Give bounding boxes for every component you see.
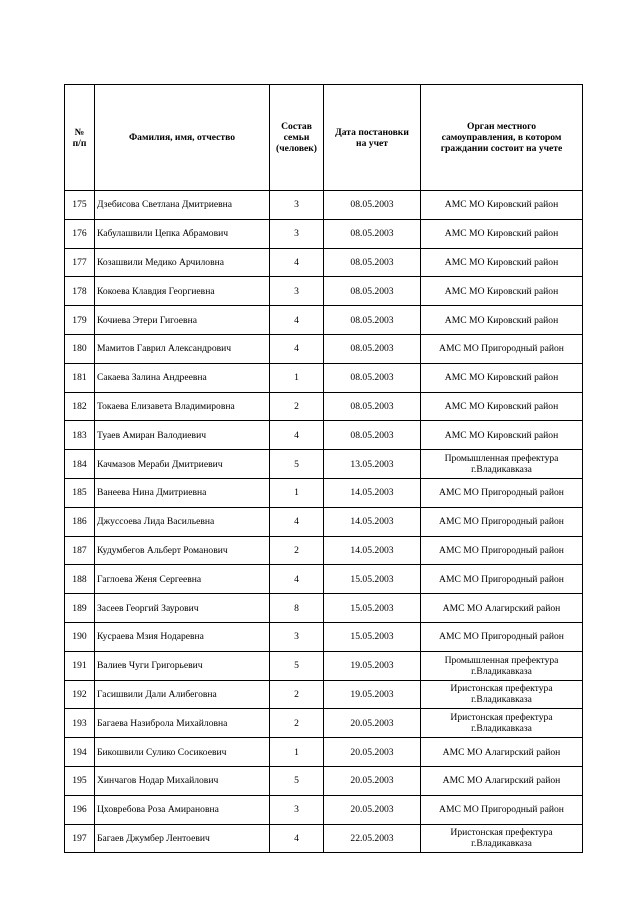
row-number (65, 738, 95, 767)
row-registration-date-text: 20.05.2003 (350, 717, 394, 729)
row-number (65, 277, 95, 306)
row-number (65, 594, 95, 623)
row-number-text: 193 (72, 717, 87, 729)
row-number-text: 182 (72, 400, 87, 412)
row-authority (421, 738, 583, 767)
row-family-size (270, 306, 324, 335)
row-number-text: 190 (72, 631, 87, 643)
row-registration-date-text: 15.05.2003 (350, 602, 394, 614)
row-registration-date (324, 478, 421, 507)
header-number-text: № п/п (72, 126, 87, 149)
row-family-size (270, 219, 324, 248)
row-authority (421, 277, 583, 306)
row-registration-date (324, 651, 421, 680)
row-registration-date-text: 08.05.2003 (350, 199, 394, 211)
row-registration-date (324, 334, 421, 363)
header-full-name (95, 85, 270, 191)
header-authority (421, 85, 583, 191)
header-registration-date (324, 85, 421, 191)
row-registration-date-text: 19.05.2003 (350, 688, 394, 700)
row-family-size-text: 2 (294, 544, 299, 556)
row-full-name (95, 334, 270, 363)
row-family-size-text: 2 (294, 717, 299, 729)
row-registration-date-text: 08.05.2003 (350, 256, 394, 268)
table-row (65, 191, 583, 220)
row-authority (421, 191, 583, 220)
table-row (65, 680, 583, 709)
table-row (65, 334, 583, 363)
row-number (65, 191, 95, 220)
row-full-name (95, 565, 270, 594)
row-family-size-text: 1 (294, 487, 299, 499)
row-registration-date-text: 08.05.2003 (350, 314, 394, 326)
row-family-size-text: 8 (294, 602, 299, 614)
row-number (65, 306, 95, 335)
row-full-name (95, 248, 270, 277)
row-authority (421, 651, 583, 680)
row-full-name-text: Багаев Джумбер Лентоевич (97, 832, 210, 844)
row-authority-text: АМС МО Кировский район (444, 285, 559, 297)
row-registration-date (324, 795, 421, 824)
table-row (65, 392, 583, 421)
row-registration-date (324, 421, 421, 450)
row-family-size-text: 4 (294, 314, 299, 326)
row-authority-text: Промышленная префектура г.Владикавказа (444, 453, 559, 476)
row-number-text: 195 (72, 775, 87, 787)
row-full-name (95, 219, 270, 248)
row-family-size (270, 622, 324, 651)
row-full-name (95, 478, 270, 507)
row-registration-date-text: 14.05.2003 (350, 487, 394, 499)
row-family-size (270, 738, 324, 767)
row-registration-date (324, 594, 421, 623)
row-authority-text: Иристонская префектура г.Владикавказа (450, 712, 553, 735)
row-authority-text: АМС МО Пригородный район (439, 631, 564, 643)
row-authority (421, 248, 583, 277)
row-authority (421, 478, 583, 507)
row-full-name (95, 306, 270, 335)
row-number (65, 565, 95, 594)
row-authority (421, 766, 583, 795)
row-full-name (95, 622, 270, 651)
row-full-name (95, 363, 270, 392)
row-full-name-text: Кабулашвили Цепка Абрамович (97, 228, 229, 240)
table-row (65, 450, 583, 479)
row-registration-date (324, 738, 421, 767)
row-number (65, 766, 95, 795)
row-family-size (270, 450, 324, 479)
row-authority (421, 824, 583, 853)
row-authority-text: АМС МО Пригородный район (439, 573, 564, 585)
row-full-name-text: Засеев Георгий Заурович (97, 602, 199, 614)
row-family-size (270, 191, 324, 220)
row-full-name (95, 766, 270, 795)
row-family-size-text: 1 (294, 746, 299, 758)
row-full-name-text: Хинчагов Нодар Михайлович (97, 775, 219, 787)
row-authority-text: АМС МО Алагирский район (442, 602, 561, 614)
row-number-text: 187 (72, 544, 87, 556)
row-authority-text: АМС МО Кировский район (444, 314, 559, 326)
row-authority-text: АМС МО Кировский район (444, 400, 559, 412)
table-row (65, 306, 583, 335)
row-family-size-text: 3 (294, 631, 299, 643)
row-number-text: 179 (72, 314, 87, 326)
row-family-size-text: 4 (294, 832, 299, 844)
row-family-size-text: 1 (294, 372, 299, 384)
row-number-text: 184 (72, 458, 87, 470)
row-number-text: 196 (72, 804, 87, 816)
row-number-text: 178 (72, 285, 87, 297)
row-family-size (270, 421, 324, 450)
row-full-name (95, 651, 270, 680)
row-authority-text: АМС МО Кировский район (444, 199, 559, 211)
row-full-name-text: Кокоева Клавдия Георгиевна (97, 285, 215, 297)
row-number (65, 622, 95, 651)
table-row (65, 421, 583, 450)
row-family-size (270, 824, 324, 853)
row-family-size (270, 709, 324, 738)
row-authority-text: АМС МО Пригородный район (439, 544, 564, 556)
row-authority (421, 565, 583, 594)
row-registration-date (324, 709, 421, 738)
row-registration-date (324, 565, 421, 594)
row-full-name-text: Цховребова Роза Амирановна (97, 804, 219, 816)
row-registration-date-text: 08.05.2003 (350, 400, 394, 412)
row-full-name (95, 450, 270, 479)
row-registration-date-text: 14.05.2003 (350, 544, 394, 556)
row-registration-date (324, 507, 421, 536)
header-authority-text: Орган местного самоуправления, в котором граждании состоит на учете (440, 121, 563, 154)
row-family-size-text: 3 (294, 199, 299, 211)
row-full-name (95, 594, 270, 623)
row-full-name-text: Токаева Елизавета Владимировна (97, 400, 235, 412)
row-number-text: 181 (72, 372, 87, 384)
row-authority (421, 536, 583, 565)
row-number-text: 197 (72, 832, 87, 844)
row-registration-date-text: 13.05.2003 (350, 458, 394, 470)
row-full-name-text: Бикошвили Сулико Сосикоевич (97, 746, 227, 758)
row-registration-date-text: 08.05.2003 (350, 285, 394, 297)
row-number (65, 536, 95, 565)
row-number-text: 188 (72, 573, 87, 585)
row-registration-date (324, 277, 421, 306)
row-full-name (95, 507, 270, 536)
row-registration-date-text: 20.05.2003 (350, 804, 394, 816)
row-registration-date (324, 219, 421, 248)
row-registration-date-text: 20.05.2003 (350, 746, 394, 758)
table-row (65, 766, 583, 795)
row-registration-date (324, 191, 421, 220)
row-number (65, 709, 95, 738)
row-family-size-text: 4 (294, 429, 299, 441)
row-authority (421, 334, 583, 363)
row-full-name (95, 277, 270, 306)
row-authority-text: АМС МО Кировский район (444, 372, 559, 384)
row-number-text: 180 (72, 343, 87, 355)
row-full-name (95, 795, 270, 824)
row-full-name (95, 191, 270, 220)
row-family-size (270, 795, 324, 824)
table-row (65, 594, 583, 623)
row-number (65, 248, 95, 277)
row-number-text: 186 (72, 516, 87, 528)
table-row (65, 507, 583, 536)
row-registration-date-text: 08.05.2003 (350, 372, 394, 384)
row-registration-date (324, 392, 421, 421)
row-family-size (270, 363, 324, 392)
row-full-name-text: Дзебисова Светлана Дмитриевна (97, 199, 233, 211)
row-family-size-text: 2 (294, 688, 299, 700)
row-authority (421, 507, 583, 536)
header-family-size-text: Состав семьи (человек) (276, 121, 317, 154)
row-full-name (95, 421, 270, 450)
table-row (65, 363, 583, 392)
row-authority-text: Промышленная префектура г.Владикавказа (444, 654, 559, 677)
row-full-name (95, 392, 270, 421)
header-number (65, 85, 95, 191)
row-authority (421, 795, 583, 824)
row-registration-date-text: 22.05.2003 (350, 832, 394, 844)
row-family-size-text: 4 (294, 573, 299, 585)
row-registration-date-text: 15.05.2003 (350, 573, 394, 585)
row-registration-date-text: 15.05.2003 (350, 631, 394, 643)
table-row (65, 651, 583, 680)
table-row (65, 795, 583, 824)
row-family-size-text: 4 (294, 516, 299, 528)
row-family-size-text: 5 (294, 660, 299, 672)
row-number (65, 507, 95, 536)
row-family-size (270, 651, 324, 680)
row-family-size-text: 3 (294, 285, 299, 297)
row-full-name-text: Туаев Амиран Валодиевич (97, 429, 207, 441)
row-number (65, 392, 95, 421)
row-family-size (270, 565, 324, 594)
row-full-name-text: Багаева Назиброла Михайловна (97, 717, 228, 729)
row-family-size-text: 5 (294, 458, 299, 470)
table-row (65, 824, 583, 853)
row-number-text: 185 (72, 487, 87, 499)
row-authority-text: АМС МО Алагирский район (442, 775, 561, 787)
row-registration-date (324, 536, 421, 565)
row-full-name-text: Мамитов Гаврил Александрович (97, 343, 232, 355)
row-family-size (270, 594, 324, 623)
row-authority (421, 421, 583, 450)
row-family-size (270, 507, 324, 536)
header-full-name-text: Фамилия, имя, отчество (128, 132, 236, 143)
row-registration-date (324, 824, 421, 853)
row-full-name (95, 536, 270, 565)
row-full-name-text: Валиев Чуги Григорьевич (97, 660, 203, 672)
row-family-size (270, 478, 324, 507)
row-full-name-text: Козашвили Медико Арчиловна (97, 256, 225, 268)
table-row (65, 478, 583, 507)
row-authority (421, 363, 583, 392)
row-number-text: 177 (72, 256, 87, 268)
row-registration-date-text: 08.05.2003 (350, 343, 394, 355)
row-number-text: 175 (72, 199, 87, 211)
row-full-name (95, 680, 270, 709)
row-authority (421, 219, 583, 248)
row-family-size-text: 3 (294, 804, 299, 816)
row-family-size (270, 334, 324, 363)
row-number (65, 334, 95, 363)
row-full-name (95, 709, 270, 738)
row-full-name-text: Сакаева Залина Андреевна (97, 372, 207, 384)
row-authority (421, 709, 583, 738)
row-authority (421, 392, 583, 421)
table-row (65, 277, 583, 306)
row-authority-text: Иристонская префектура г.Владикавказа (450, 827, 553, 850)
row-registration-date-text: 20.05.2003 (350, 775, 394, 787)
table-body (65, 191, 583, 853)
table-row (65, 219, 583, 248)
row-number (65, 363, 95, 392)
row-number-text: 183 (72, 429, 87, 441)
row-full-name-text: Кусраева Мзия Нодаревна (97, 631, 204, 643)
row-registration-date (324, 450, 421, 479)
header-family-size (270, 85, 324, 191)
row-number (65, 824, 95, 853)
table-header-row (65, 85, 583, 191)
row-full-name-text: Джуссоева Лида Васильевна (97, 516, 215, 528)
row-authority-text: Иристонская префектура г.Владикавказа (450, 683, 553, 706)
row-authority-text: АМС МО Пригородный район (439, 487, 564, 499)
row-authority-text: АМС МО Пригородный район (439, 516, 564, 528)
row-family-size-text: 3 (294, 228, 299, 240)
row-registration-date (324, 248, 421, 277)
row-registration-date (324, 363, 421, 392)
row-registration-date (324, 622, 421, 651)
row-authority (421, 306, 583, 335)
row-family-size (270, 766, 324, 795)
row-number (65, 219, 95, 248)
registry-table (64, 84, 583, 853)
row-family-size-text: 4 (294, 256, 299, 268)
row-number (65, 651, 95, 680)
row-family-size (270, 277, 324, 306)
row-full-name-text: Гасишвили Дали Алибеговна (97, 688, 217, 700)
row-family-size-text: 5 (294, 775, 299, 787)
row-authority-text: АМС МО Пригородный район (439, 343, 564, 355)
row-authority-text: АМС МО Алагирский район (442, 746, 561, 758)
row-family-size (270, 392, 324, 421)
row-authority (421, 622, 583, 651)
row-full-name-text: Кочиева Этери Гигоевна (97, 314, 197, 326)
row-registration-date-text: 08.05.2003 (350, 228, 394, 240)
row-full-name-text: Гаглоева Женя Сергеевна (97, 573, 202, 585)
row-family-size-text: 4 (294, 343, 299, 355)
row-authority-text: АМС МО Кировский район (444, 429, 559, 441)
row-registration-date-text: 19.05.2003 (350, 660, 394, 672)
row-full-name (95, 824, 270, 853)
row-number-text: 192 (72, 688, 87, 700)
row-number-text: 176 (72, 228, 87, 240)
row-full-name-text: Качмазов Мераби Дмитриевич (97, 458, 223, 470)
row-family-size (270, 536, 324, 565)
row-family-size (270, 248, 324, 277)
row-full-name-text: Ванеева Нина Дмитриевна (97, 487, 207, 499)
row-authority (421, 450, 583, 479)
table-row (65, 622, 583, 651)
row-family-size (270, 680, 324, 709)
header-registration-date-text: Дата постановки на учет (335, 126, 409, 149)
row-full-name (95, 738, 270, 767)
row-family-size-text: 2 (294, 400, 299, 412)
table-row (65, 565, 583, 594)
row-number (65, 421, 95, 450)
row-number-text: 189 (72, 602, 87, 614)
row-number-text: 194 (72, 746, 87, 758)
row-registration-date (324, 680, 421, 709)
row-authority-text: АМС МО Пригородный район (439, 804, 564, 816)
row-number-text: 191 (72, 660, 87, 672)
row-registration-date (324, 766, 421, 795)
table-row (65, 536, 583, 565)
table-row (65, 248, 583, 277)
row-full-name-text: Кудумбегов Альберт Романович (97, 544, 228, 556)
row-registration-date (324, 306, 421, 335)
row-registration-date-text: 08.05.2003 (350, 429, 394, 441)
row-number (65, 450, 95, 479)
row-number (65, 478, 95, 507)
table-row (65, 709, 583, 738)
row-authority (421, 680, 583, 709)
table-row (65, 738, 583, 767)
row-authority-text: АМС МО Кировский район (444, 256, 559, 268)
row-number (65, 680, 95, 709)
row-authority (421, 594, 583, 623)
row-number (65, 795, 95, 824)
row-registration-date-text: 14.05.2003 (350, 516, 394, 528)
row-authority-text: АМС МО Кировский район (444, 228, 559, 240)
